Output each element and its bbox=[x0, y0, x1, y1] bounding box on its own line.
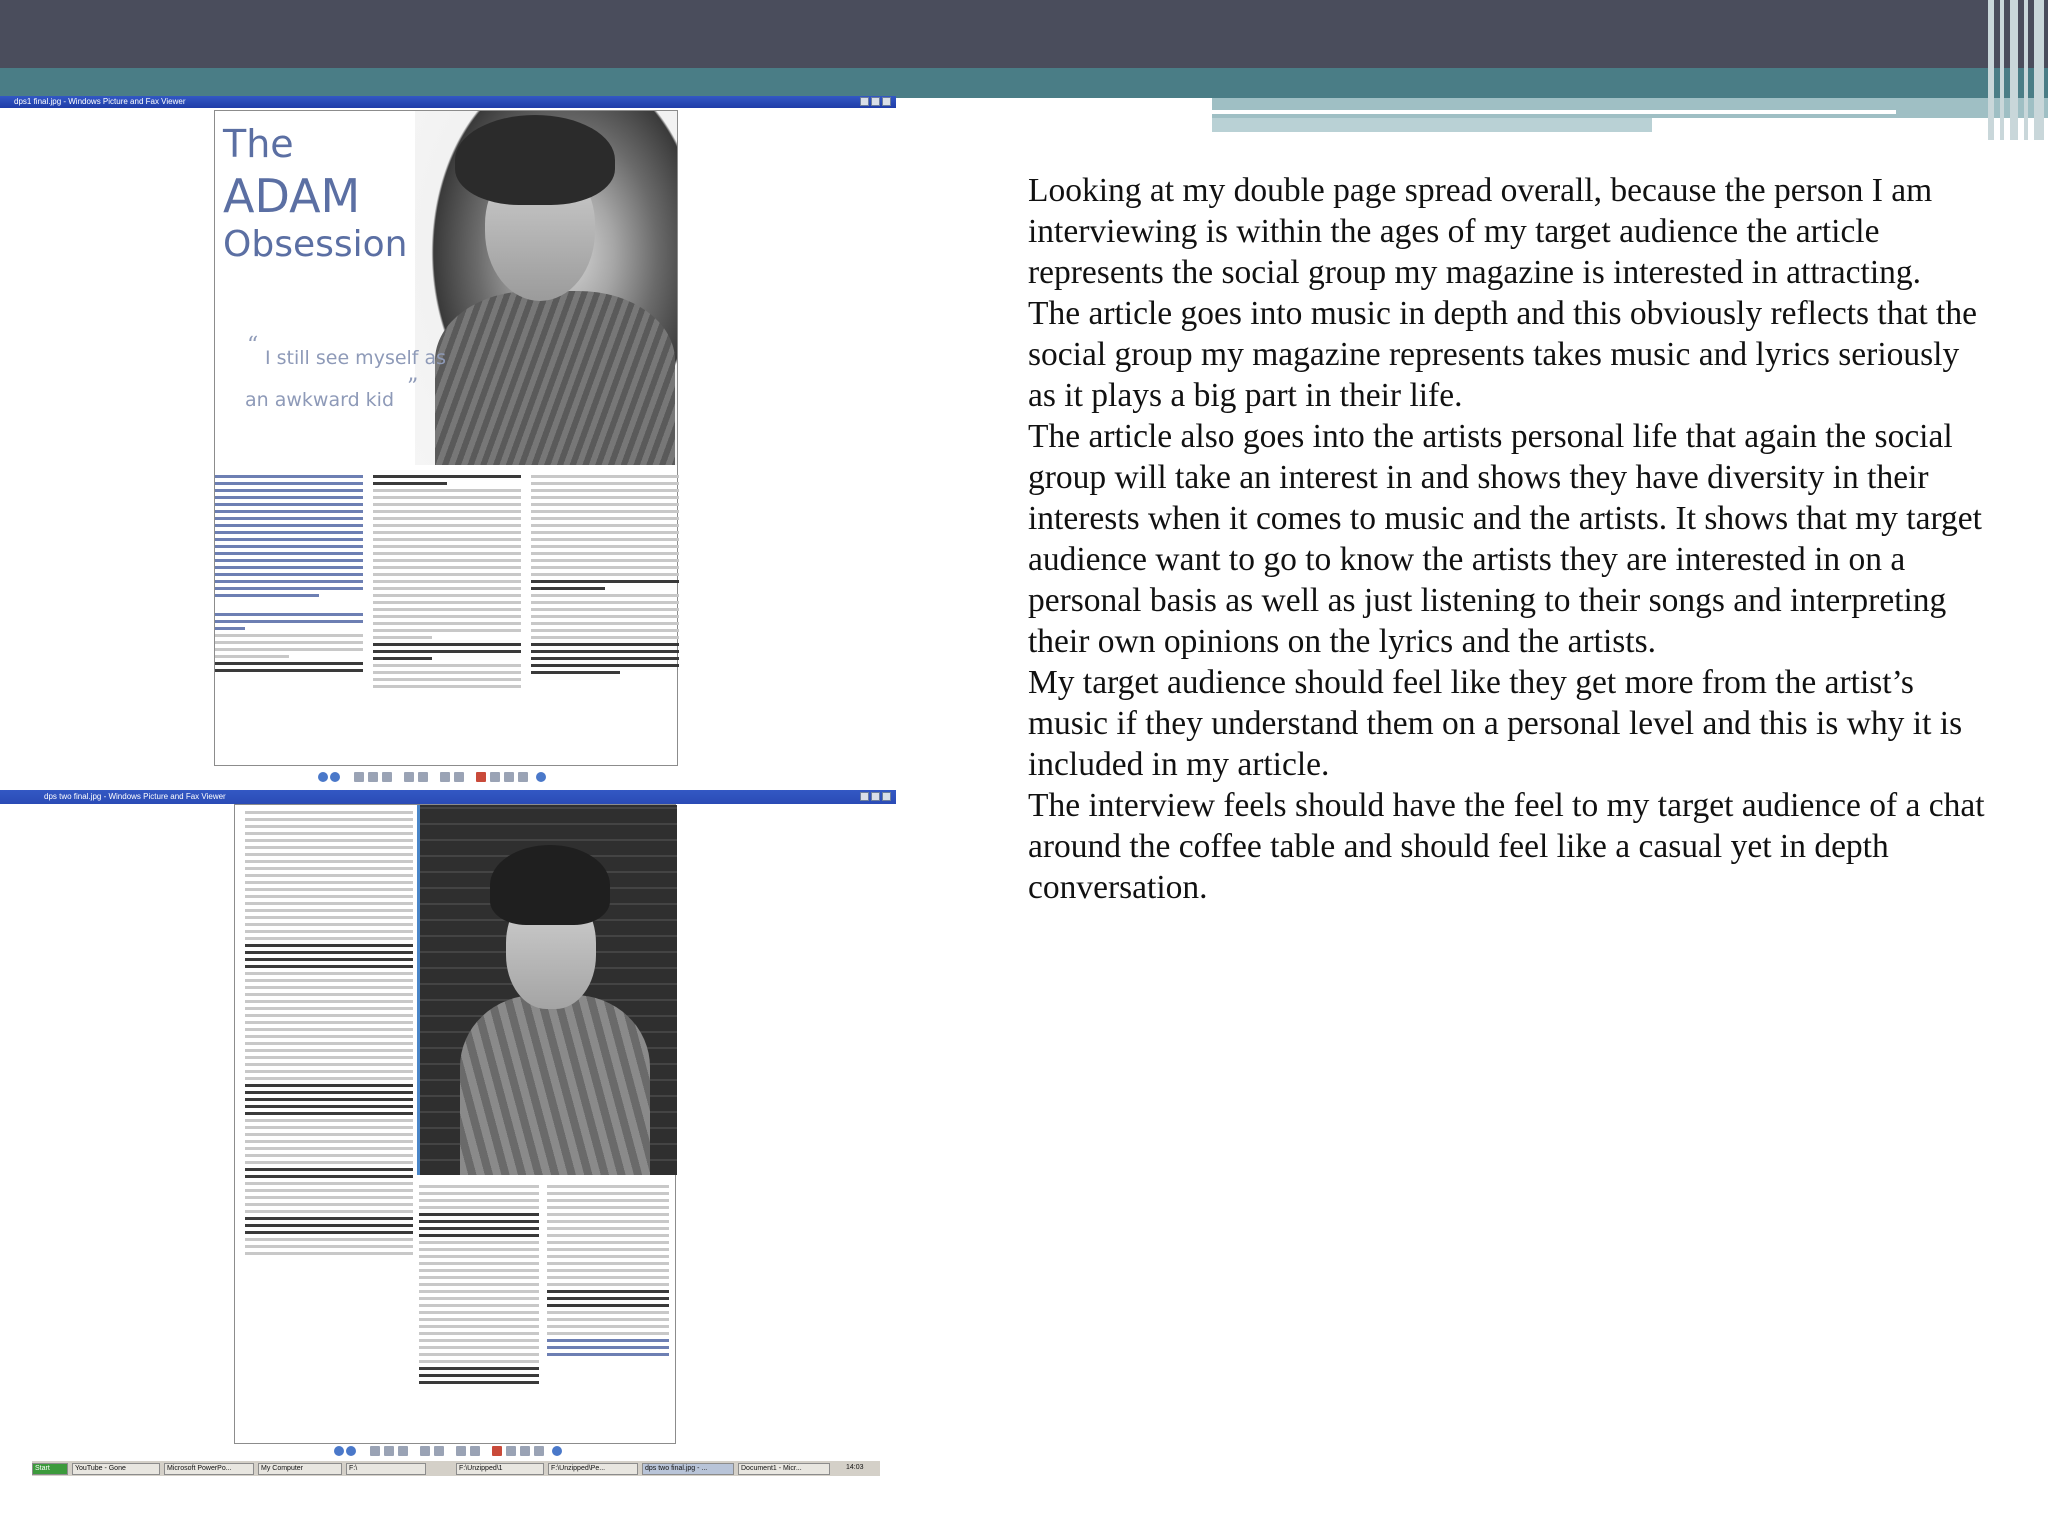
taskbar-clock: 14:03 bbox=[846, 1464, 864, 1471]
save-icon[interactable] bbox=[504, 772, 514, 782]
article-column-left bbox=[245, 811, 413, 1259]
help-icon[interactable] bbox=[552, 1446, 562, 1456]
zoom-in-icon[interactable] bbox=[404, 772, 414, 782]
slideshow-icon[interactable] bbox=[382, 772, 392, 782]
article-columns bbox=[215, 475, 679, 765]
window-titlebar bbox=[0, 96, 896, 108]
slide-header-divider bbox=[1212, 110, 1896, 114]
email-icon[interactable] bbox=[534, 1446, 544, 1456]
close-icon[interactable] bbox=[882, 97, 891, 106]
rotate-clockwise-icon[interactable] bbox=[440, 772, 450, 782]
slideshow-icon[interactable] bbox=[398, 1446, 408, 1456]
body-paragraph: The article goes into music in depth and this obviously reflects that the social group my magazine represents takes music and lyrics seriously as it plays a big part in their life. bbox=[1028, 295, 1977, 414]
best-fit-icon[interactable] bbox=[354, 772, 364, 782]
rotate-clockwise-icon[interactable] bbox=[456, 1446, 466, 1456]
actual-size-icon[interactable] bbox=[384, 1446, 394, 1456]
slide-header-accent-band bbox=[0, 68, 2048, 98]
taskbar-item-youtube[interactable]: YouTube - Gone bbox=[72, 1463, 160, 1475]
windows-taskbar bbox=[32, 1460, 880, 1476]
magazine-title-adam: ADAM bbox=[223, 169, 361, 223]
maximize-icon[interactable] bbox=[871, 792, 880, 801]
article-column-1 bbox=[215, 475, 363, 765]
viewer-toolbar-1 bbox=[318, 770, 558, 784]
save-icon[interactable] bbox=[520, 1446, 530, 1456]
picture-viewer-window-2 bbox=[0, 790, 896, 1480]
start-button[interactable]: Start bbox=[32, 1463, 68, 1475]
zoom-in-icon[interactable] bbox=[420, 1446, 430, 1456]
window-title: dps two final.jpg - Windows Picture and Fax Viewer bbox=[44, 792, 226, 801]
previous-image-icon[interactable] bbox=[318, 772, 328, 782]
maximize-icon[interactable] bbox=[871, 97, 880, 106]
taskbar-item-document1[interactable]: Document1 - Micr... bbox=[738, 1463, 830, 1475]
slide-header-light-band bbox=[1212, 98, 2048, 118]
slide-header-band bbox=[0, 0, 2048, 68]
print-icon[interactable] bbox=[506, 1446, 516, 1456]
previous-image-icon[interactable] bbox=[334, 1446, 344, 1456]
artist-photo-2 bbox=[417, 805, 677, 1175]
magazine-title-the: The bbox=[223, 122, 294, 166]
rotate-counterclockwise-icon[interactable] bbox=[470, 1446, 480, 1456]
slide-body-text bbox=[1028, 170, 1988, 908]
article-column-middle bbox=[419, 1185, 539, 1388]
next-image-icon[interactable] bbox=[346, 1446, 356, 1456]
quote-close-mark: ” bbox=[407, 375, 419, 400]
quote-open-mark: “ bbox=[247, 333, 259, 358]
print-icon[interactable] bbox=[490, 772, 500, 782]
delete-icon[interactable] bbox=[476, 772, 486, 782]
article-column-3 bbox=[531, 475, 679, 765]
zoom-out-icon[interactable] bbox=[434, 1446, 444, 1456]
next-image-icon[interactable] bbox=[330, 772, 340, 782]
magazine-page-image bbox=[214, 110, 678, 766]
help-icon[interactable] bbox=[536, 772, 546, 782]
viewer-toolbar-2 bbox=[334, 1444, 574, 1458]
pull-quote-line-2: an awkward kid bbox=[245, 389, 395, 411]
minimize-icon[interactable] bbox=[860, 97, 869, 106]
slide-header-light-band-lower bbox=[1212, 118, 1652, 132]
best-fit-icon[interactable] bbox=[370, 1446, 380, 1456]
slide-corner-stripes bbox=[1988, 0, 2048, 140]
rotate-counterclockwise-icon[interactable] bbox=[454, 772, 464, 782]
artist-photo bbox=[415, 111, 677, 465]
close-icon[interactable] bbox=[882, 792, 891, 801]
body-paragraph: The interview feels should have the feel to my target audience of a chat around the coffee table and should feel like a casual yet in depth conversation. bbox=[1028, 787, 1985, 906]
taskbar-item-drive[interactable]: F:\ bbox=[346, 1463, 426, 1475]
pull-quote-line-1: I still see myself as bbox=[265, 347, 447, 369]
taskbar-item-my-computer[interactable]: My Computer bbox=[258, 1463, 342, 1475]
email-icon[interactable] bbox=[518, 772, 528, 782]
taskbar-item-powerpoint[interactable]: Microsoft PowerPo... bbox=[164, 1463, 254, 1475]
article-column-right bbox=[547, 1185, 669, 1360]
taskbar-item-unzipped-1[interactable]: F:\Unzipped\1 bbox=[456, 1463, 544, 1475]
minimize-icon[interactable] bbox=[860, 792, 869, 801]
actual-size-icon[interactable] bbox=[368, 772, 378, 782]
taskbar-item-unzipped-2[interactable]: F:\Unzipped\Pe... bbox=[548, 1463, 638, 1475]
window-title: dps1 final.jpg - Windows Picture and Fax Viewer bbox=[14, 97, 186, 106]
taskbar-item-dps-two[interactable]: dps two final.jpg - ... bbox=[642, 1463, 734, 1475]
body-paragraph: The article also goes into the artists personal life that again the social group will take an interest in and shows they have diversity in their interests when it comes to music and the artists. It shows that my target audience want to go to know the artists they are interested in on a personal basis as well as just listening to their songs and interpreting their own opinions on the lyrics and the artists. bbox=[1028, 418, 1982, 660]
zoom-out-icon[interactable] bbox=[418, 772, 428, 782]
picture-viewer-window-1 bbox=[0, 96, 896, 786]
article-column-2 bbox=[373, 475, 521, 765]
body-paragraph: My target audience should feel like they get more from the artist’s music if they understand them on a personal level and this is why it is included in my article. bbox=[1028, 664, 1963, 783]
magazine-page-image-2 bbox=[234, 804, 676, 1444]
window-titlebar bbox=[0, 790, 896, 804]
body-paragraph: Looking at my double page spread overall, because the person I am interviewing is within the ages of my target audience the article represents the social group my magazine is interested in attracting. bbox=[1028, 172, 1933, 291]
delete-icon[interactable] bbox=[492, 1446, 502, 1456]
magazine-title-obsession: Obsession bbox=[223, 224, 408, 265]
